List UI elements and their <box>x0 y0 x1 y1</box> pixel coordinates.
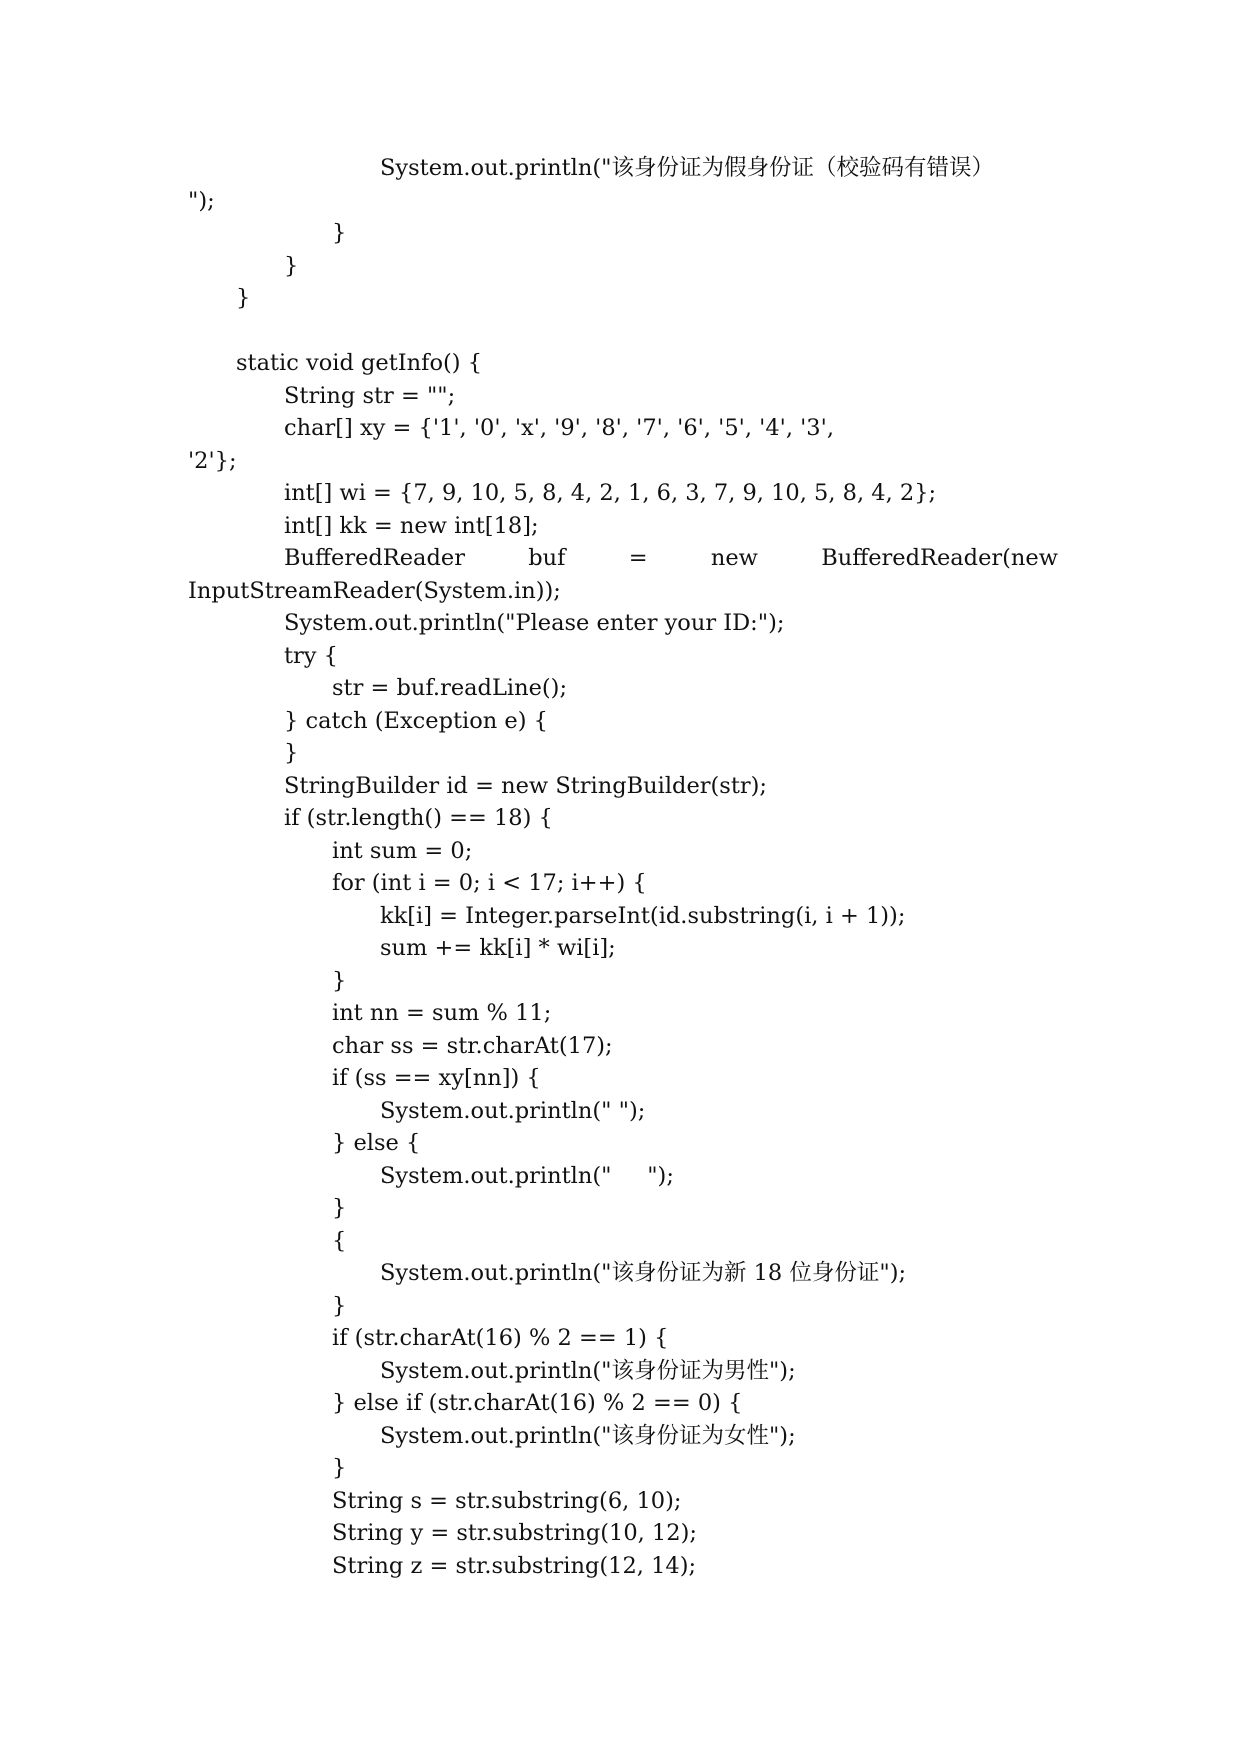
code-line: System.out.println("该身份证为女性"); <box>380 1422 796 1449</box>
code-line: int nn = sum % 11; <box>332 1000 552 1026</box>
code-line: } else if (str.charAt(16) % 2 == 0) { <box>332 1390 743 1416</box>
code-line: { <box>332 1227 347 1254</box>
code-line: } <box>236 285 251 311</box>
code-line: "); <box>188 187 215 214</box>
code-line: } <box>332 967 347 994</box>
code-line: } <box>332 1455 347 1481</box>
code-line: } <box>332 220 347 246</box>
code-line: System.out.println("该身份证为假身份证（校验码有错误） <box>380 155 994 181</box>
code-line: } <box>284 252 299 279</box>
code-line: int[] kk = new int[18]; <box>284 512 539 539</box>
code-line: } else { <box>332 1130 421 1156</box>
code-line: static void getInfo() { <box>236 350 483 376</box>
code-line: sum += kk[i] * wi[i]; <box>380 935 616 961</box>
code-listing <box>188 152 1058 1582</box>
code-line <box>188 315 1058 348</box>
code-line: System.out.println("该身份证为男性"); <box>380 1357 796 1384</box>
code-line: str = buf.readLine(); <box>332 675 568 701</box>
code-line: } <box>332 1195 347 1221</box>
code-line: String str = ""; <box>284 382 456 409</box>
code-line: } <box>332 1292 347 1319</box>
code-line: try { <box>284 642 338 669</box>
code-line: kk[i] = Integer.parseInt(id.substring(i, i + 1)); <box>380 902 906 929</box>
code-line: } catch (Exception e) { <box>284 707 548 734</box>
code-line: if (ss == xy[nn]) { <box>332 1065 541 1091</box>
code-line: System.out.println("该身份证为新 18 位身份证"); <box>380 1260 907 1286</box>
code-line: String y = str.substring(10, 12); <box>332 1520 697 1546</box>
code-line: for (int i = 0; i < 17; i++) { <box>332 870 647 896</box>
code-line: String z = str.substring(12, 14); <box>332 1552 697 1579</box>
code-line: InputStreamReader(System.in)); <box>188 577 561 604</box>
code-line: BufferedReader buf = new BufferedReader(new <box>284 545 1058 571</box>
code-line: } <box>284 740 299 766</box>
code-line: System.out.println(" "); <box>380 1097 646 1124</box>
code-line: String s = str.substring(6, 10); <box>332 1487 682 1514</box>
code-line: System.out.println("Please enter your ID:"); <box>284 610 785 636</box>
code-line: char[] xy = {'1', '0', 'x', '9', '8', '7', '6', '5', '4', '3', <box>284 415 834 441</box>
code-line: char ss = str.charAt(17); <box>332 1032 613 1059</box>
code-line: '2'}; <box>188 447 237 474</box>
code-line: int sum = 0; <box>332 837 473 864</box>
code-line: System.out.println(" "); <box>380 1162 674 1189</box>
code-line: if (str.charAt(16) % 2 == 1) { <box>332 1325 669 1351</box>
code-line: StringBuilder id = new StringBuilder(str); <box>284 772 767 799</box>
code-line: int[] wi = {7, 9, 10, 5, 8, 4, 2, 1, 6, 3, 7, 9, 10, 5, 8, 4, 2}; <box>284 480 937 506</box>
code-line: if (str.length() == 18) { <box>284 805 553 831</box>
